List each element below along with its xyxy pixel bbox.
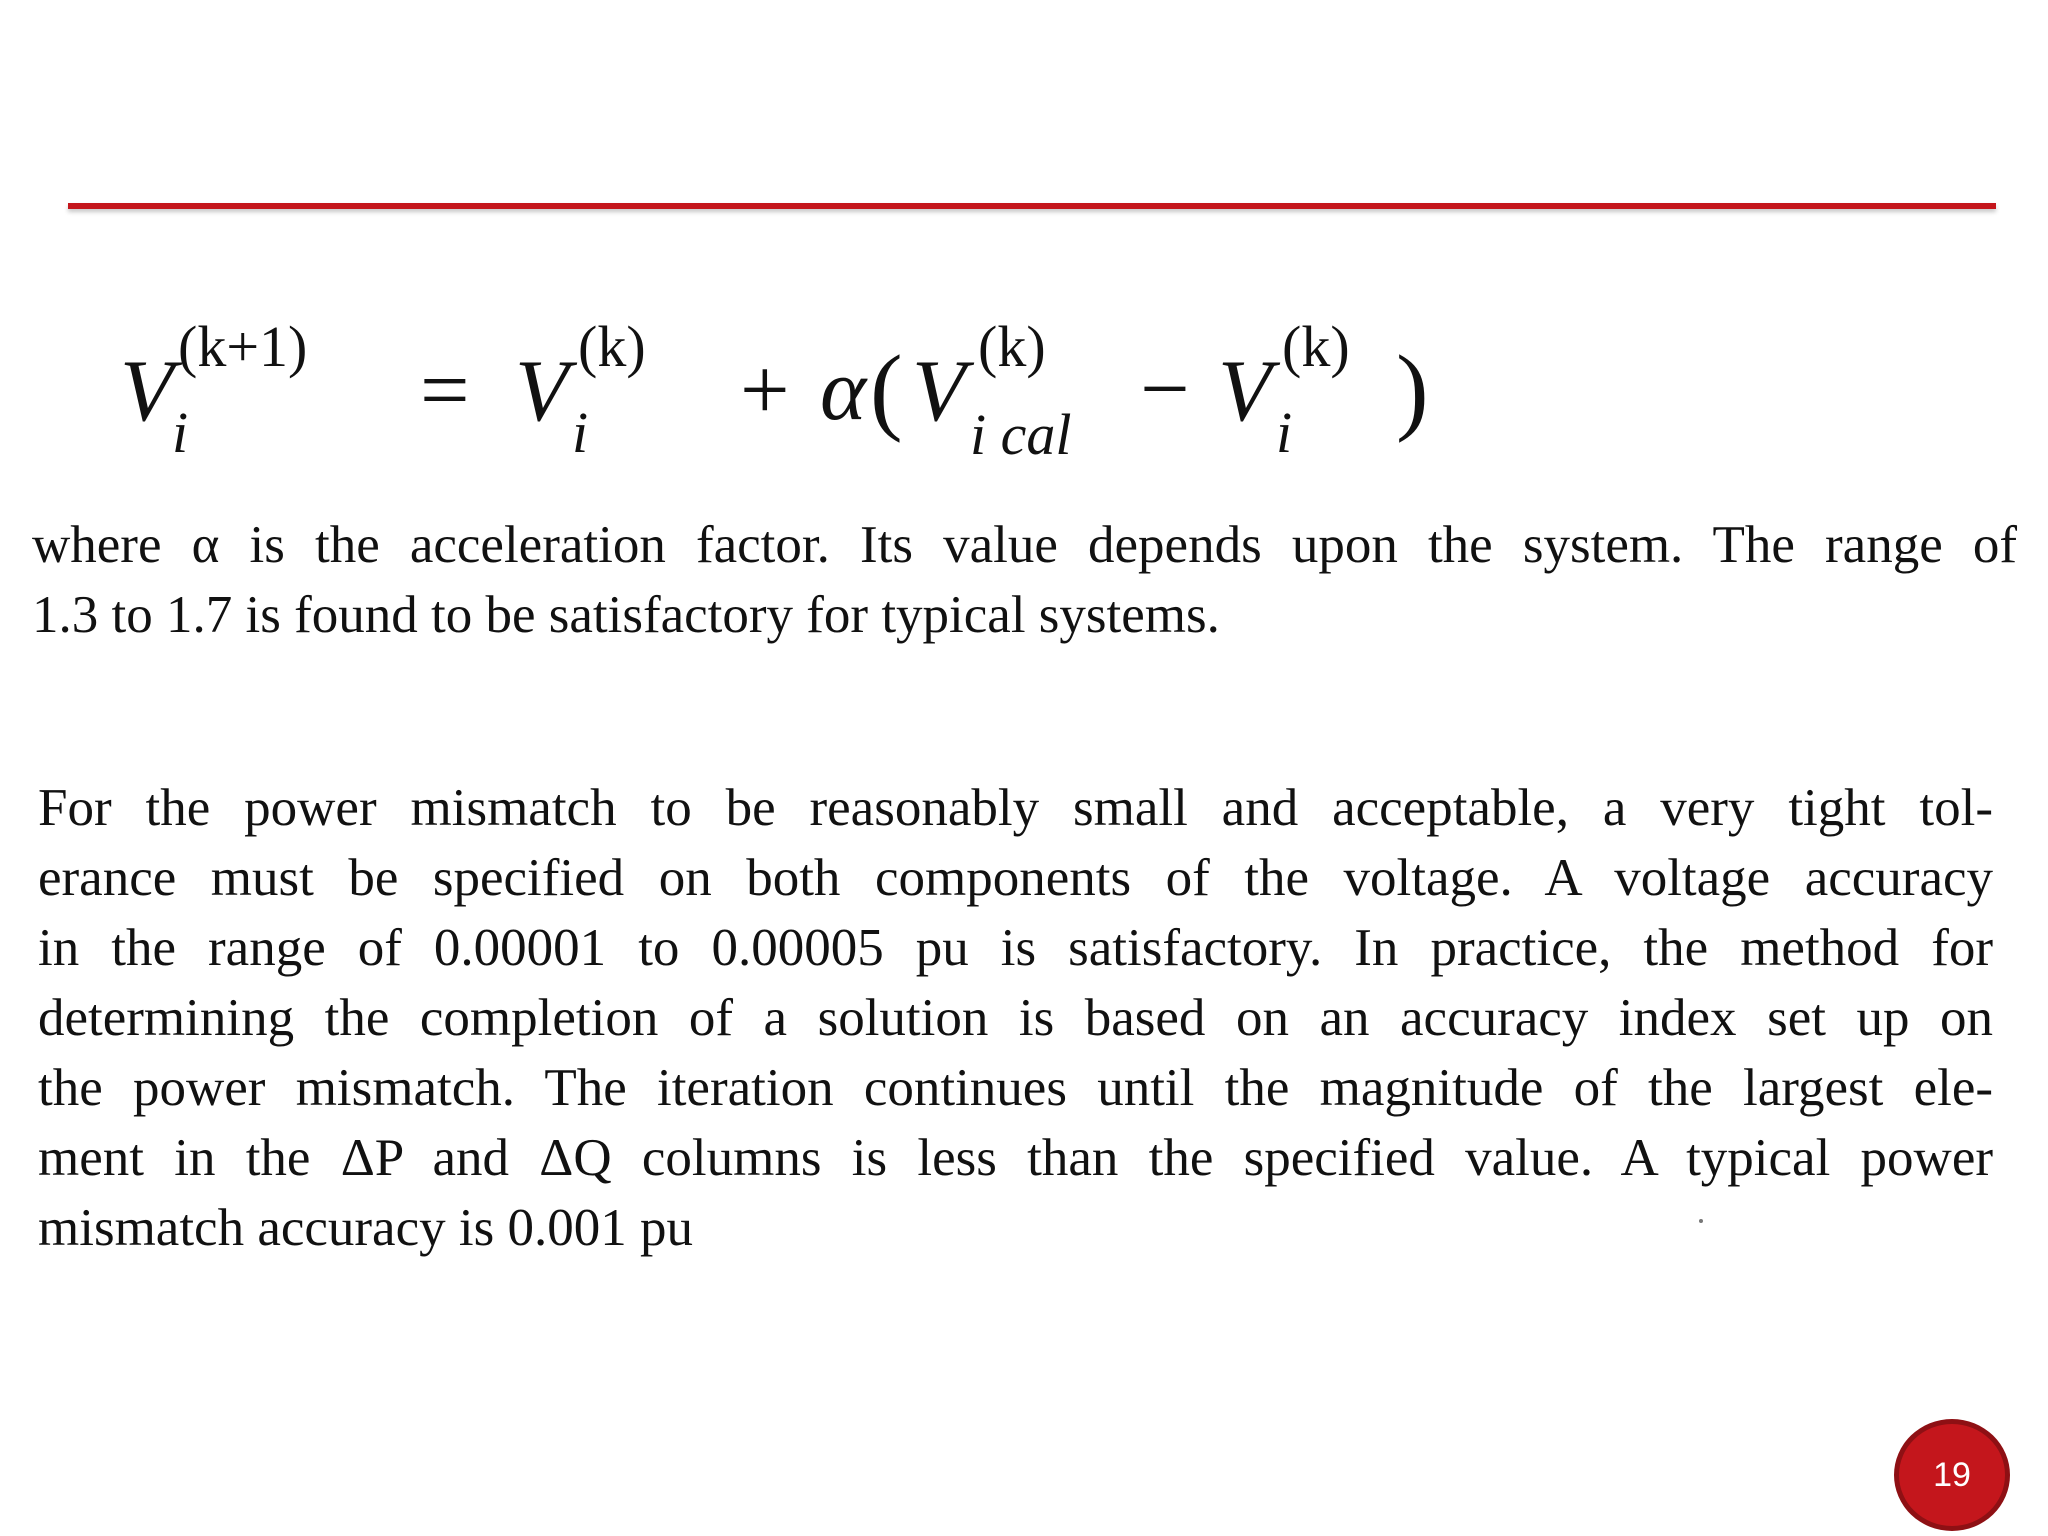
paragraph-line: in the range of 0.00001 to 0.00005 pu is satisfactory. In practice, the method for (38, 919, 1993, 977)
paragraph-line: mismatch accuracy is 0.001 pu (38, 1199, 693, 1257)
equation-open-paren: ( (870, 336, 903, 444)
scan-speck (1699, 1219, 1703, 1223)
equation-k-plus-1: (k+1) (178, 314, 308, 379)
equation-i-cal: i cal (970, 402, 1072, 467)
paragraph-line: 1.3 to 1.7 is found to be satisfactory for typical systems. (32, 586, 1220, 644)
paragraph-line: erance must be specified on both components of the voltage. A voltage accuracy (38, 849, 1993, 907)
equation-minus: − (1140, 341, 1190, 438)
equation-k-current: (k) (578, 314, 646, 379)
equation-plus: + (740, 342, 790, 439)
equation-i-right: i (1276, 400, 1293, 465)
power-mismatch-paragraph (38, 773, 1993, 1263)
equation-k-right: (k) (1282, 314, 1350, 379)
equation-v-left: V (120, 343, 174, 440)
paragraph-line: ment in the ΔP and ΔQ columns is less than the specified value. A typical power (38, 1129, 1993, 1187)
equation-v-calculated: V (912, 343, 966, 440)
equation-i-left: i (172, 400, 189, 465)
slide-number-badge: 19 (1894, 1419, 2010, 1531)
paragraph-line: For the power mismatch to be reasonably small and acceptable, a very tight tol- (38, 779, 1993, 837)
equation-alpha: α (820, 342, 867, 439)
equation-i-current: i (572, 400, 589, 465)
paragraph-line: where α is the acceleration factor. Its value depends upon the system. The range of (32, 516, 2017, 574)
equation-k-calculated: (k) (978, 314, 1046, 379)
title-divider (68, 203, 1996, 209)
equation-v-right: V (1218, 343, 1272, 440)
paragraph-line: the power mismatch. The iteration continues until the magnitude of the largest ele- (38, 1059, 1993, 1117)
equation-equals: = (420, 342, 470, 439)
acceleration-factor-paragraph (32, 510, 2017, 650)
equation-close-paren: ) (1396, 336, 1429, 444)
accelerated-voltage-update-equation (120, 304, 1460, 467)
paragraph-line: determining the completion of a solution is based on an accuracy index set up on (38, 989, 1993, 1047)
equation-v-current: V (515, 343, 569, 440)
